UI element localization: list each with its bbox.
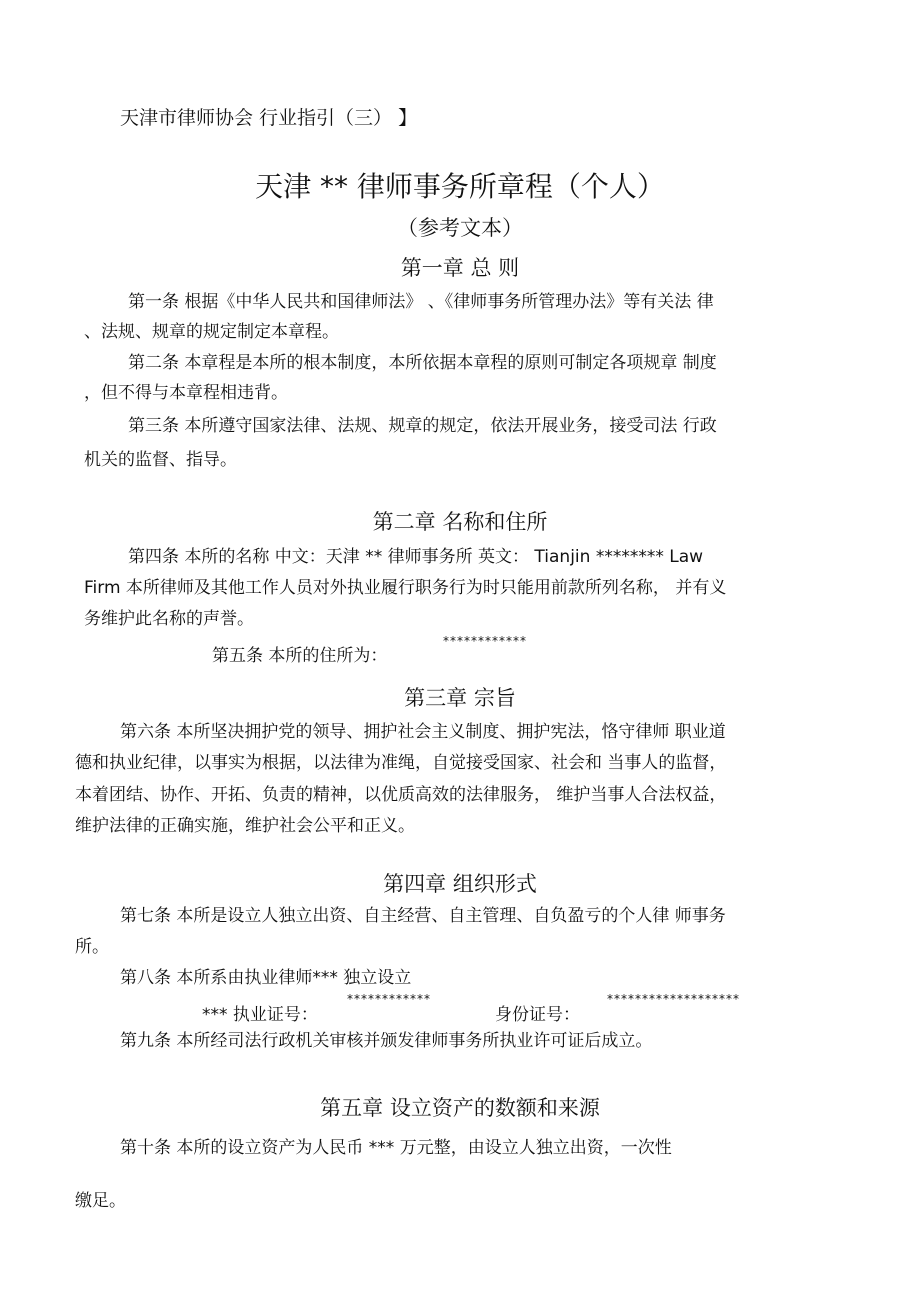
chapter-1-line: 第三条 本所遵守国家法律、法规、规章的规定，依法开展业务，接受司法 行政: [128, 416, 717, 436]
chapter-3-heading: 第三章 宗旨: [404, 686, 516, 710]
chapter-1-line: 第二条 本章程是本所的根本制度，本所依据本章程的原则可制定各项规章 制度: [128, 353, 717, 373]
license-number-label: *** 执业证号：: [202, 1005, 318, 1025]
address-mask: ************: [443, 634, 527, 648]
chapter-5-heading: 第五章 设立资产的数额和来源: [320, 1096, 600, 1120]
document-subtitle: （参考文本）: [397, 216, 523, 240]
id-number-mask: *******************: [607, 992, 740, 1006]
header-guide: 天津市律师协会 行业指引（三） 】: [120, 107, 418, 129]
chapter-1-line: ，但不得与本章程相违背。: [84, 383, 288, 403]
chapter-2-line: 第四条 本所的名称 中文：天津 ** 律师事务所 英文： Tianjin ******** Law: [128, 547, 704, 567]
chapter-1-line: 机关的监督、指导。: [84, 450, 237, 470]
license-number-mask: ************: [347, 992, 431, 1006]
chapter-4-line: 所。: [75, 937, 109, 957]
chapter-1-line: 第一条 根据《中华人民共和国律师法》 、《律师事务所管理办法》等有关法 律: [128, 292, 714, 312]
chapter-1-heading: 第一章 总 则: [400, 256, 520, 280]
chapter-2-line: 第五条 本所的住所为：: [212, 646, 388, 666]
chapter-5-line: 缴足。: [75, 1191, 126, 1211]
chapter-3-line: 维护法律的正确实施，维护社会公平和正义。: [75, 816, 415, 836]
chapter-4-heading: 第四章 组织形式: [383, 872, 537, 896]
chapter-2-heading: 第二章 名称和住所: [372, 510, 548, 534]
chapter-5-line: 第十条 本所的设立资产为人民币 *** 万元整，由设立人独立出资，一次性: [120, 1138, 672, 1158]
chapter-4-line: 第八条 本所系由执业律师*** 独立设立: [120, 968, 412, 988]
id-number-label: 身份证号：: [495, 1005, 580, 1025]
chapter-3-line: 第六条 本所坚决拥护党的领导、拥护社会主义制度、拥护宪法，恪守律师 职业道: [120, 722, 726, 742]
document-title: 天津 ** 律师事务所章程（个人）: [255, 170, 665, 203]
chapter-4-line: 第九条 本所经司法行政机关审核并颁发律师事务所执业许可证后成立。: [120, 1031, 653, 1051]
chapter-2-line: Firm 本所律师及其他工作人员对外执业履行职务行为时只能用前款所列名称， 并有义: [84, 578, 727, 598]
chapter-3-line: 德和执业纪律，以事实为根据，以法律为准绳，自觉接受国家、社会和 当事人的监督，: [75, 753, 727, 773]
chapter-4-line: 第七条 本所是设立人独立出资、自主经营、自主管理、自负盈亏的个人律 师事务: [120, 906, 726, 926]
chapter-3-line: 本着团结、协作、开拓、负责的精神，以优质高效的法律服务， 维护当事人合法权益，: [75, 785, 727, 805]
chapter-1-line: 、法规、规章的规定制定本章程。: [84, 322, 339, 342]
chapter-2-line: 务维护此名称的声誉。: [84, 609, 254, 629]
